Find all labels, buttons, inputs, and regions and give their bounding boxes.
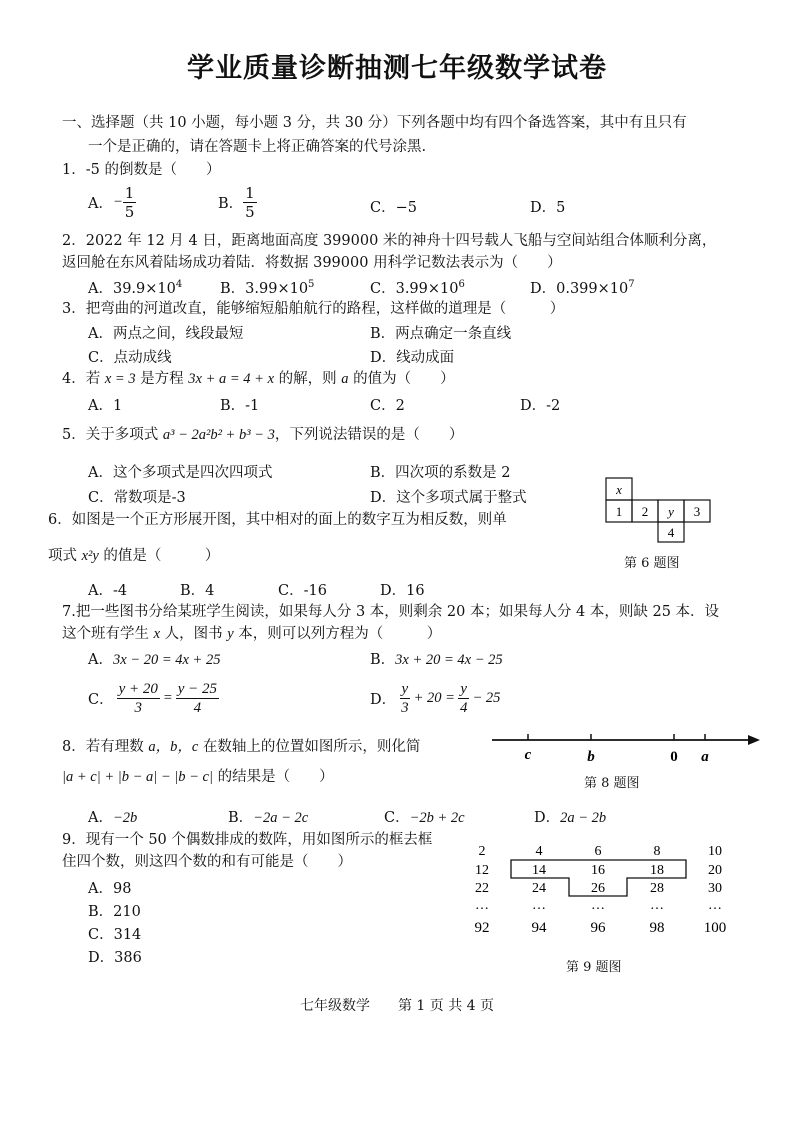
q5-option-b[interactable]: B．四次项的系数是 2 <box>370 465 511 481</box>
grid-cell: 20 <box>708 863 722 878</box>
grid-cell: 16 <box>591 863 605 878</box>
cube-net-figure <box>600 474 720 544</box>
q8-stem-line2: |a + c| + |b − a| − |b − c| 的结果是（ ） <box>62 769 334 785</box>
grid-cell: 24 <box>532 881 546 896</box>
grid-cell: 4 <box>535 844 543 859</box>
q1-option-d[interactable]: D．5 <box>530 200 566 216</box>
cube-net-cell: 1 <box>615 504 623 519</box>
section-header-line1: 一、选择题（共 10 小题，每小题 3 分，共 30 分）下列各题中均有四个备选答案，其中有且只有 <box>62 115 687 131</box>
q8-stem-line1: 8．若有理数 a，b，c 在数轴上的位置如图所示，则化简 <box>62 739 421 755</box>
q6-stem-line1: 6．如图是一个正方形展开图，其中相对的面上的数字互为相反数，则单 <box>48 512 507 528</box>
q1-option-a[interactable]: A． − $\frac{1}{5}$ <box>88 184 135 221</box>
cube-net-cell: 3 <box>693 504 701 519</box>
grid-cell: 10 <box>708 844 722 859</box>
q5-stem: 5．关于多项式 a³ − 2a²b² + b³ − 3，下列说法错误的是（ ） <box>62 427 464 443</box>
q4-option-d[interactable]: D．-2 <box>520 398 561 414</box>
q2-stem-line2: 返回舱在东风着陆场成功着陆．将数据 399000 用科学记数法表示为（ ） <box>62 255 562 271</box>
number-line-label: c <box>524 747 532 763</box>
grid-cell: 14 <box>532 863 546 878</box>
q7-option-a[interactable]: A．3x − 20 = 4x + 25 <box>88 652 221 668</box>
grid-cell: 22 <box>475 881 489 896</box>
number-grid-figure <box>465 838 745 948</box>
grid-cell: 6 <box>594 844 602 859</box>
q7-stem-line1: 7.把一些图书分给某班学生阅读，如果每人分 3 本，则剩余 20 本；如果每人分 4 本，则缺 25 本．设 <box>62 604 720 620</box>
grid-cell: 30 <box>708 881 722 896</box>
q9-stem-line2: 住四个数，则这四个数的和有可能是（ ） <box>62 854 352 870</box>
q4-stem: 4．若 x = 3 是方程 3x + a = 4 + x 的解，则 a 的值为（ ） <box>62 371 455 387</box>
page-title: 学业质量诊断抽测七年级数学试卷 <box>187 53 607 84</box>
q2-option-c[interactable]: C．$3.99\times 10^6$ <box>370 279 465 297</box>
q7-stem-line2: 这个班有学生 x 人，图书 y 本，则可以列方程为（ ） <box>62 626 442 642</box>
number-line-label: a <box>701 749 709 765</box>
q4-option-c[interactable]: C．2 <box>370 398 405 414</box>
q8-figure-caption: 第 8 题图 <box>584 776 640 791</box>
q9-option-c[interactable]: C．314 <box>88 927 142 943</box>
q9-option-a[interactable]: A．98 <box>88 881 132 897</box>
number-line-label: 0 <box>670 749 678 765</box>
grid-cell: 12 <box>475 863 489 878</box>
q6-option-c[interactable]: C．-16 <box>278 583 327 599</box>
q9-stem-line1: 9．现有一个 50 个偶数排成的数阵，用如图所示的框去框 <box>62 832 433 848</box>
q8-option-d[interactable]: D．2a − 2b <box>534 810 607 826</box>
q8-option-b[interactable]: B．−2a − 2c <box>228 810 309 826</box>
q3-option-a[interactable]: A．两点之间，线段最短 <box>88 326 244 342</box>
q5-option-a[interactable]: A．这个多项式是四次四项式 <box>88 465 273 481</box>
q2-option-a[interactable]: A．$39.9\times 10^4$ <box>88 279 183 297</box>
q7-option-d[interactable]: D． $\frac{y}{3}$ + 20 = $\frac{y}{4}$ − 25 <box>370 681 501 716</box>
q6-stem-line2: 项式 x²y 的值是（ ） <box>48 548 220 564</box>
q3-stem: 3．把弯曲的河道改直，能够缩短船舶航行的路程，这样做的道理是（ ） <box>62 301 565 317</box>
q6-option-a[interactable]: A．-4 <box>88 583 128 599</box>
grid-cell: 2 <box>478 844 486 859</box>
grid-cell: 98 <box>649 920 665 936</box>
q1-stem: 1．-5 的倒数是（ ） <box>62 162 221 178</box>
q2-option-d[interactable]: D．$0.399\times 10^7$ <box>530 279 635 297</box>
q3-option-d[interactable]: D．线动成面 <box>370 350 455 366</box>
q8-option-a[interactable]: A．−2b <box>88 810 138 826</box>
q7-option-c[interactable]: C． $\frac{y + 20}{3}$ = $\frac{y - 25}{4}$ <box>88 681 217 716</box>
q4-option-a[interactable]: A．1 <box>88 398 123 414</box>
q6-option-b[interactable]: B．4 <box>180 583 215 599</box>
grid-cell: … <box>532 898 546 913</box>
grid-cell: 100 <box>703 920 727 936</box>
q6-option-d[interactable]: D．16 <box>380 583 425 599</box>
grid-cell: 18 <box>650 863 664 878</box>
grid-cell: … <box>475 898 489 913</box>
section-header-line2: 一个是正确的，请在答题卡上将正确答案的代号涂黑. <box>88 139 427 155</box>
q5-option-c[interactable]: C．常数项是-3 <box>88 490 186 506</box>
q8-option-c[interactable]: C．−2b + 2c <box>384 810 465 826</box>
page-footer: 七年级数学 第 1 页 共 4 页 <box>299 998 495 1014</box>
grid-cell: … <box>591 898 605 913</box>
q9-figure-caption: 第 9 题图 <box>566 960 622 975</box>
grid-cell: 94 <box>531 920 547 936</box>
q6-figure-caption: 第 6 题图 <box>624 556 680 571</box>
q2-option-b[interactable]: B．$3.99\times 10^5$ <box>220 279 315 297</box>
number-line-arrow <box>748 735 760 745</box>
cube-net-cell: 4 <box>667 525 675 540</box>
grid-cell: 8 <box>653 844 661 859</box>
cube-net-cell: y <box>668 504 674 519</box>
q4-option-b[interactable]: B．-1 <box>220 398 260 414</box>
q3-option-c[interactable]: C．点动成线 <box>88 350 172 366</box>
number-line-label: b <box>587 749 595 765</box>
q2-stem-line1: 2．2022 年 12 月 4 日，距离地面高度 399000 米的神舟十四号载人飞船与空间站组合体顺利分离， <box>62 233 717 249</box>
q9-option-b[interactable]: B．210 <box>88 904 141 920</box>
grid-cell: 96 <box>590 920 606 936</box>
q1-option-c[interactable]: C．−5 <box>370 200 417 216</box>
grid-cell: 28 <box>650 881 664 896</box>
q1-option-b[interactable]: B． $\frac{1}{5}$ <box>218 184 255 221</box>
grid-cell: 92 <box>474 920 490 936</box>
grid-cell: … <box>650 898 664 913</box>
cube-net-cell: 2 <box>641 504 649 519</box>
q9-option-d[interactable]: D．386 <box>88 950 142 966</box>
q7-option-b[interactable]: B．3x + 20 = 4x − 25 <box>370 652 503 668</box>
q3-option-b[interactable]: B．两点确定一条直线 <box>370 326 512 342</box>
cube-net-cell: x <box>616 482 622 497</box>
grid-cell: 26 <box>591 881 605 896</box>
q5-option-d[interactable]: D．这个多项式属于整式 <box>370 490 527 506</box>
grid-cell: … <box>708 898 722 913</box>
number-line-figure <box>488 728 764 768</box>
